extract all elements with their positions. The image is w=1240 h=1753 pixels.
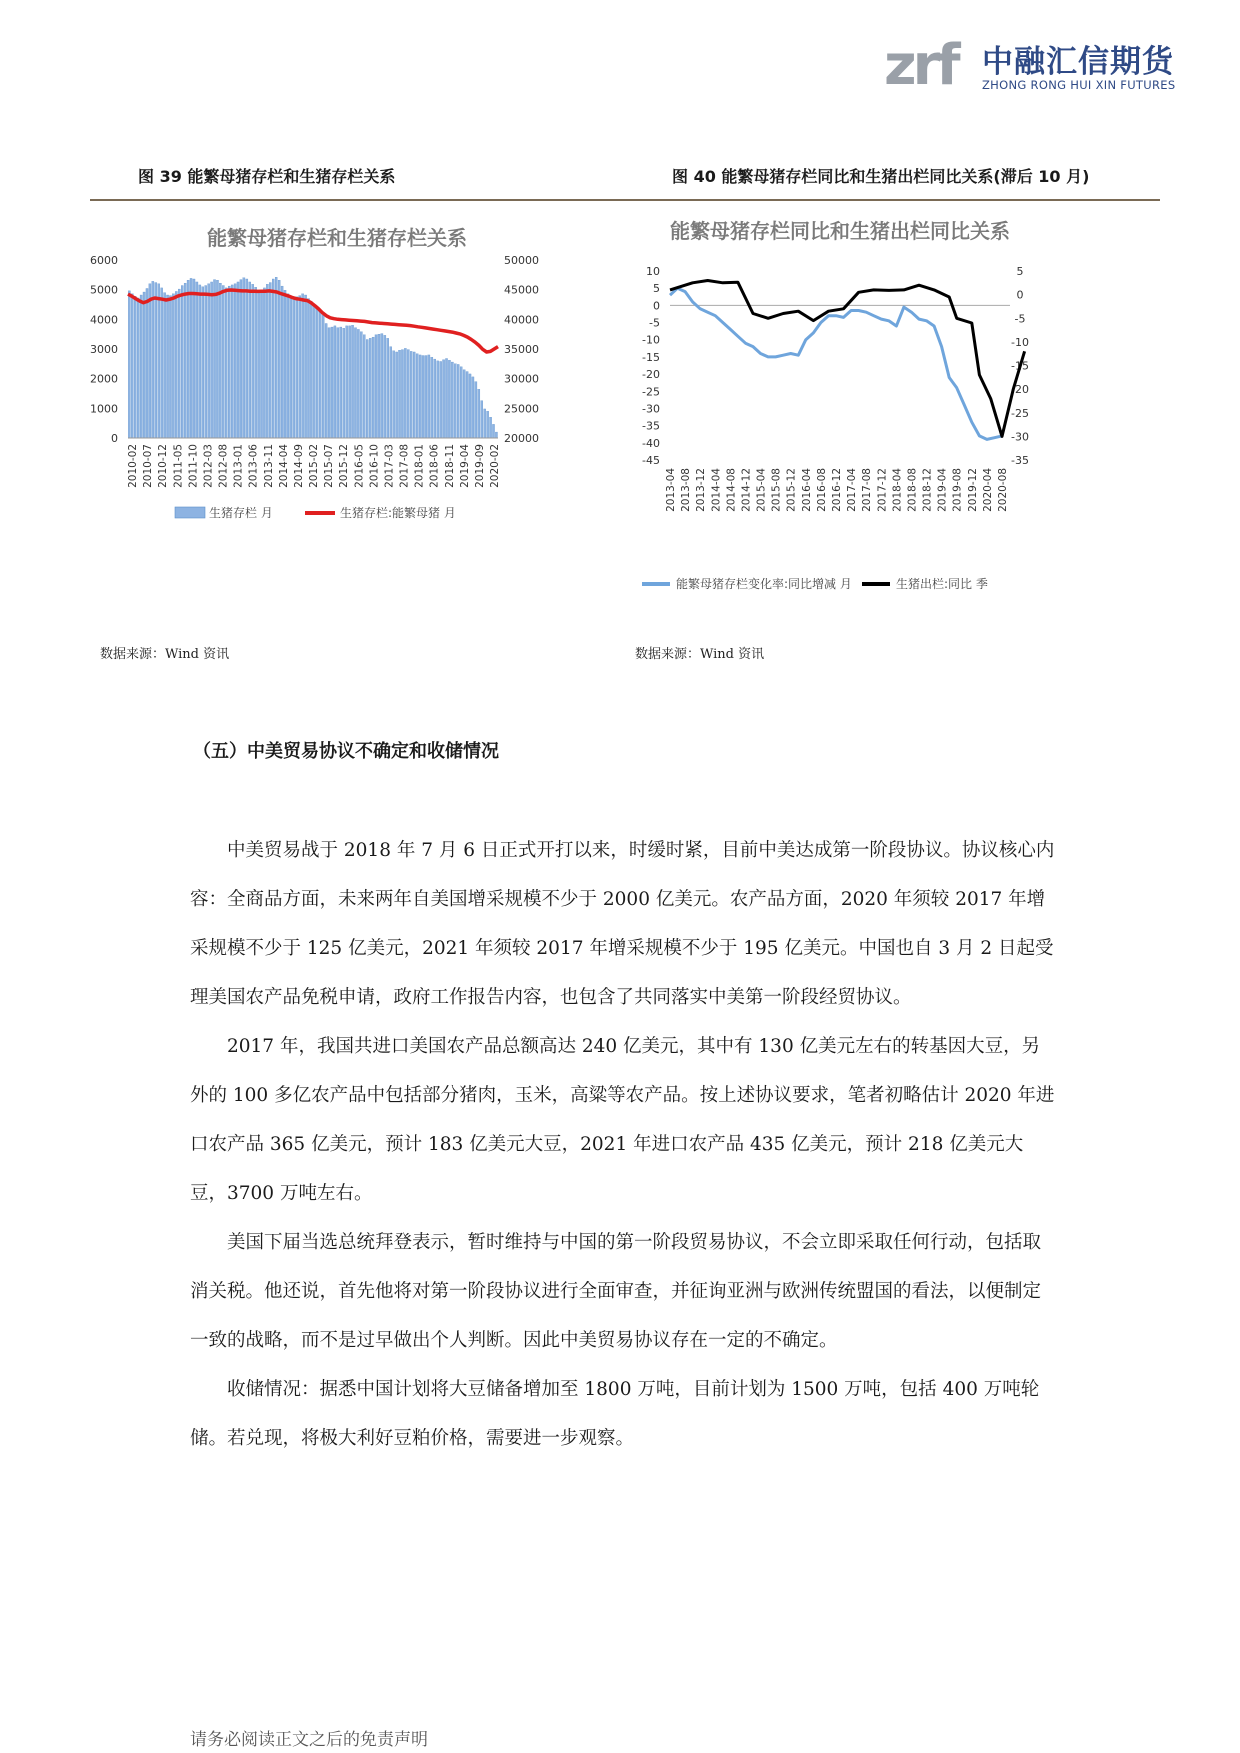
bar — [475, 382, 477, 438]
bar — [445, 358, 447, 438]
chart-sow-yoy-vs-hog-slaughter-yoy — [630, 213, 1150, 613]
bar — [316, 308, 318, 438]
x-tick-label: 2019-04 — [936, 468, 949, 512]
y-right-tick-label: 30000 — [504, 372, 539, 386]
x-tick-label: 2019-12 — [966, 468, 979, 512]
x-tick-label: 2010-12 — [157, 444, 170, 488]
figure-39-caption: 图 39 能繁母猪存栏和生猪存栏关系 — [138, 167, 396, 186]
bar — [166, 295, 168, 438]
y-left-tick-label: -10 — [642, 333, 660, 347]
x-tick-label: 2013-12 — [695, 468, 708, 512]
chart-1-svg — [90, 215, 620, 595]
figure-40-source: 数据来源：Wind 资讯 — [635, 647, 765, 662]
x-tick-label: 2020-02 — [489, 444, 501, 488]
bar — [396, 352, 398, 438]
x-tick-label: 2016-12 — [831, 468, 843, 512]
y-right-tick-label: 25000 — [504, 402, 539, 416]
x-tick-label: 2015-12 — [785, 468, 798, 512]
x-tick-label: 2011-05 — [172, 444, 185, 488]
bar — [322, 315, 324, 438]
bar — [443, 360, 445, 438]
bar — [158, 284, 160, 438]
bar — [489, 417, 491, 438]
bar — [302, 294, 304, 438]
series-line-slaughter-yoy — [670, 281, 1025, 437]
y-right-tick-label: -30 — [1011, 430, 1029, 444]
legend-label-sow-yoy: 能繁母猪存栏变化率:同比增减 月 — [676, 577, 852, 591]
y-left-tick-label: -5 — [649, 316, 660, 330]
x-tick-label: 2020-04 — [981, 468, 994, 512]
y-right-tick-label: -20 — [1011, 383, 1029, 397]
bar — [155, 283, 157, 438]
y-left-tick-label: -25 — [642, 385, 660, 399]
y-right-tick-label: 50000 — [504, 254, 539, 267]
bar — [328, 328, 330, 438]
bar — [290, 297, 292, 438]
x-tick-label: 2017-04 — [846, 468, 859, 512]
bar — [398, 350, 400, 438]
bar — [284, 290, 286, 438]
footer-disclaimer: 请务必阅读正文之后的免责声明 — [190, 1730, 428, 1750]
bar — [469, 374, 471, 438]
bar — [202, 287, 204, 438]
x-tick-label: 2014-12 — [740, 468, 753, 512]
x-tick-label: 2018-12 — [921, 468, 934, 512]
x-tick-label: 2019-08 — [951, 468, 964, 512]
bar — [307, 299, 309, 438]
x-tick-label: 2019-09 — [473, 444, 486, 488]
y-left-tick-label: 10 — [646, 265, 660, 278]
bar — [349, 326, 351, 438]
x-tick-label: 2018-11 — [443, 444, 456, 488]
bar — [425, 356, 427, 438]
y-left-tick-label: -45 — [642, 454, 660, 467]
figure-39-source: 数据来源：Wind 资讯 — [100, 647, 230, 662]
bar — [193, 279, 195, 438]
bar — [137, 298, 139, 438]
bar — [434, 359, 436, 438]
x-tick-label: 2013-08 — [680, 468, 693, 512]
bar — [249, 282, 251, 438]
bar — [196, 282, 198, 438]
bar — [487, 411, 489, 438]
x-tick-label: 2018-08 — [906, 468, 919, 512]
x-tick-label: 2015-02 — [308, 444, 320, 488]
bar — [269, 283, 271, 438]
bar — [260, 290, 262, 438]
paragraph-1: 中美贸易战于 2018 年 7 月 6 日正式开打以来，时缓时紧，目前中美达成第一阶段协议。协议核心内容：全商品方面，未来两年自美国增采规模不少于 2000 亿美元。农产品方面，2020 年须较 2017 年增采规模不少于 125 亿美元，2021 年须较 2017 年增采规模不少于 195 亿美元。中国也自 3 月 2 日起受理美国农产品免税申请，政府工作报告内容，也包含了共同落实中美第一阶段经贸协议。 — [190, 840, 1055, 1008]
bar — [363, 335, 365, 438]
chart-1-title: 能繁母猪存栏和生猪存栏关系 — [207, 226, 467, 250]
y-left-tick-label: -30 — [642, 402, 660, 416]
y-left-tick-label: 0 — [653, 299, 660, 313]
bar — [161, 288, 163, 438]
bar — [190, 278, 192, 438]
bar — [293, 298, 295, 438]
chart-2-svg — [630, 213, 1150, 613]
bar — [478, 389, 480, 438]
bar — [252, 284, 254, 438]
y-right-tick-label: 0 — [1016, 288, 1024, 302]
bar — [310, 302, 312, 438]
bar — [384, 335, 386, 438]
y-left-tick-label: 5 — [653, 282, 660, 296]
bar — [457, 364, 459, 438]
bar — [205, 286, 207, 438]
bar — [263, 288, 265, 438]
y-left-tick-label: 2000 — [90, 372, 118, 386]
bar — [484, 409, 486, 438]
bar — [258, 290, 260, 438]
bar — [346, 326, 348, 438]
bar — [187, 280, 189, 438]
bar — [266, 284, 268, 438]
x-tick-label: 2018-04 — [891, 468, 904, 512]
bar — [128, 291, 130, 438]
bar — [178, 289, 180, 438]
bar — [319, 312, 321, 438]
bar — [275, 277, 277, 438]
bar — [428, 355, 430, 438]
chart-sow-vs-hog-inventory — [90, 215, 620, 595]
y-left-tick-label: 0 — [111, 432, 118, 445]
bar — [431, 357, 433, 438]
x-tick-label: 2017-03 — [383, 444, 396, 488]
bar — [234, 284, 236, 438]
bar — [313, 307, 315, 438]
bar — [169, 296, 171, 438]
bar — [325, 323, 327, 438]
x-tick-label: 2015-08 — [770, 468, 783, 512]
bar — [416, 354, 418, 438]
bar — [351, 325, 353, 438]
bar — [208, 284, 210, 438]
x-tick-label: 2017-08 — [398, 444, 411, 488]
bar — [437, 361, 439, 438]
bar — [472, 377, 474, 438]
bar — [243, 278, 245, 438]
bar — [152, 281, 154, 438]
bar — [219, 283, 221, 438]
caption-divider — [90, 199, 1160, 201]
x-tick-label: 2014-08 — [725, 468, 738, 512]
y-right-tick-label: 5 — [1016, 265, 1024, 278]
bar — [240, 280, 242, 438]
logo-chinese-name: 中融汇信期货 — [982, 44, 1174, 80]
x-tick-label: 2015-07 — [323, 444, 336, 488]
figure-40-caption: 图 40 能繁母猪存栏同比和生猪出栏同比关系(滞后 10 月) — [672, 167, 1090, 186]
bar — [281, 286, 283, 438]
x-tick-label: 2013-01 — [232, 444, 245, 488]
bar — [331, 327, 333, 438]
legend-label-sow-ratio: 生猪存栏:能繁母猪 月 — [340, 506, 456, 520]
y-left-tick-label: 5000 — [90, 283, 118, 297]
x-tick-label: 2011-10 — [187, 444, 200, 488]
bar — [393, 351, 395, 438]
x-tick-label: 2019-04 — [458, 444, 471, 488]
bar — [387, 338, 389, 438]
bar — [360, 332, 362, 438]
x-tick-label: 2014-09 — [292, 444, 305, 488]
bar — [149, 284, 151, 438]
x-tick-label: 2018-06 — [428, 444, 441, 488]
zrf-logo-mark — [884, 26, 976, 96]
bar — [463, 370, 465, 438]
bar — [164, 293, 166, 438]
bar — [222, 286, 224, 438]
x-tick-label: 2017-08 — [861, 468, 874, 512]
x-tick-label: 2014-04 — [710, 468, 723, 512]
bar — [343, 328, 345, 438]
x-tick-label: 2013-04 — [665, 468, 677, 512]
bar — [401, 350, 403, 438]
bar — [492, 424, 494, 438]
y-right-tick-label: -10 — [1011, 335, 1029, 349]
paragraph-2: 2017 年，我国共进口美国农产品总额高达 240 亿美元，其中有 130 亿美元左右的转基因大豆，另外的 100 多亿农产品中包括部分猪肉，玉米，高粱等农产品。按上述协议要求，笔者初略估计 2020 年进口农产品 365 亿美元，预计 183 亿美元大豆，2021 年进口农产品 435 亿美元，预计 218 亿美元大豆，3700 万吨左右。 — [190, 1036, 1055, 1204]
bar — [228, 286, 230, 438]
y-left-tick-label: 3000 — [90, 343, 118, 356]
x-tick-label: 2016-08 — [815, 468, 828, 512]
x-tick-label: 2013-06 — [247, 444, 260, 488]
logo-english-name: ZHONG RONG HUI XIN FUTURES — [982, 78, 1176, 92]
bar — [495, 432, 497, 438]
bar — [213, 280, 215, 438]
bar — [404, 348, 406, 438]
series-line-sow-ratio — [128, 290, 498, 352]
y-right-tick-label: 20000 — [504, 432, 539, 445]
bar — [410, 351, 412, 438]
bar — [448, 360, 450, 438]
x-tick-label: 2012-08 — [217, 444, 230, 488]
bar — [354, 328, 356, 438]
bar — [366, 340, 368, 438]
bar — [337, 328, 339, 438]
y-right-tick-label: -5 — [1014, 312, 1026, 326]
bar — [422, 356, 424, 438]
bar — [131, 294, 133, 438]
company-logo — [884, 26, 1174, 96]
section-heading: （五）中美贸易协议不确定和收储情况 — [193, 741, 499, 762]
bar — [231, 285, 233, 438]
x-tick-label: 2016-04 — [800, 468, 813, 512]
x-tick-label: 2015-04 — [755, 468, 768, 512]
bar — [481, 401, 483, 438]
bar — [296, 297, 298, 438]
bar — [375, 335, 377, 438]
bar — [216, 280, 218, 438]
bar — [451, 362, 453, 438]
y-left-tick-label: -15 — [642, 350, 660, 364]
bar — [299, 296, 301, 438]
bar — [466, 372, 468, 438]
bar — [175, 291, 177, 438]
bar — [287, 294, 289, 438]
bar — [407, 350, 409, 438]
bar — [255, 287, 257, 438]
bar — [304, 295, 306, 438]
y-left-tick-label: -20 — [642, 368, 660, 382]
bar — [378, 334, 380, 438]
bar — [225, 288, 227, 438]
bar — [369, 338, 371, 438]
bar — [272, 279, 274, 438]
x-tick-label: 2013-11 — [262, 444, 275, 488]
bar — [357, 329, 359, 438]
y-right-tick-label: -35 — [1011, 454, 1029, 467]
bar — [419, 355, 421, 438]
x-tick-label: 2016-10 — [368, 444, 381, 488]
legend-label-slaughter-yoy: 生猪出栏:同比 季 — [896, 577, 988, 591]
bar — [199, 285, 201, 438]
y-left-tick-label: 4000 — [90, 313, 118, 327]
bar — [211, 282, 213, 438]
x-tick-label: 2012-03 — [202, 444, 215, 488]
paragraph-3: 美国下届当选总统拜登表示，暂时维持与中国的第一阶段贸易协议，不会立即采取任何行动，包括取消关税。他还说，首先他将对第一阶段协议进行全面审查，并征询亚洲与欧洲传统盟国的看法，以便制定一致的战略，而不是过早做出个人判断。因此中美贸易协议存在一定的不确定。 — [190, 1232, 1042, 1351]
y-right-tick-label: -15 — [1011, 359, 1029, 373]
bar — [413, 352, 415, 438]
y-right-tick-label: -25 — [1011, 406, 1029, 420]
bar — [143, 292, 145, 438]
bar — [146, 288, 148, 438]
x-tick-label: 2010-07 — [142, 444, 155, 488]
chart-2-title: 能繁母猪存栏同比和生猪出栏同比关系 — [670, 219, 1010, 243]
bar — [140, 295, 142, 438]
x-tick-label: 2014-04 — [277, 444, 290, 488]
bar — [372, 337, 374, 438]
y-right-tick-label: 45000 — [504, 283, 539, 297]
bar — [334, 326, 336, 438]
x-tick-label: 2010-02 — [127, 444, 139, 488]
y-right-tick-label: 40000 — [504, 313, 539, 327]
y-left-tick-label: 1000 — [90, 402, 118, 416]
bar — [460, 367, 462, 438]
bar — [340, 327, 342, 438]
y-left-tick-label: -40 — [642, 436, 660, 450]
x-tick-label: 2015-12 — [338, 444, 351, 488]
x-tick-label: 2017-12 — [876, 468, 889, 512]
bar — [246, 279, 248, 438]
x-tick-label: 2020-08 — [997, 468, 1009, 512]
y-left-tick-label: 6000 — [90, 254, 118, 267]
bar — [134, 296, 136, 438]
bar — [278, 280, 280, 438]
logo-mark-text: zrf — [884, 33, 957, 98]
x-tick-label: 2018-01 — [413, 444, 426, 488]
bar — [237, 282, 239, 438]
bar — [390, 347, 392, 438]
y-left-tick-label: -35 — [642, 419, 660, 433]
bar — [381, 334, 383, 438]
y-right-tick-label: 35000 — [504, 343, 539, 356]
bar — [454, 364, 456, 438]
bar — [181, 286, 183, 438]
bar — [184, 283, 186, 438]
legend-label-hog-inventory: 生猪存栏 月 — [209, 506, 273, 520]
paragraph-4: 收储情况：据悉中国计划将大豆储备增加至 1800 万吨，目前计划为 1500 万吨，包括 400 万吨轮储。若兑现，将极大利好豆粕价格，需要进一步观察。 — [190, 1379, 1040, 1449]
x-tick-label: 2016-05 — [353, 444, 366, 488]
bar — [440, 361, 442, 438]
body-text — [190, 826, 1058, 1463]
bar — [172, 294, 174, 438]
legend-swatch-hog-inventory — [175, 507, 205, 518]
